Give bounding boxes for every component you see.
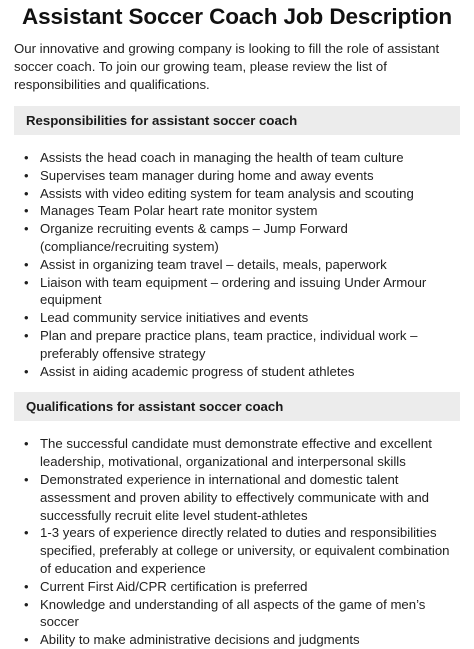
list-item bbox=[14, 256, 460, 274]
list-item-text: Demonstrated experience in international and domestic talent assessment and proven ability to effectively communicate with and successfully recruit elite level student-athletes bbox=[40, 471, 429, 523]
list-item-text: Current First Aid/CPR certification is preferred bbox=[40, 578, 308, 594]
list-item-text: Assists the head coach in managing the health of team culture bbox=[40, 150, 404, 165]
list-item-text: Plan and prepare practice plans, team practice, individual work – preferably offensive strategy bbox=[40, 327, 418, 361]
page-title: Assistant Soccer Coach Job Description bbox=[21, 4, 453, 29]
list-item-text: Liaison with team equipment – ordering and issuing Under Armour equipment bbox=[40, 274, 427, 308]
list-item bbox=[14, 220, 460, 256]
list-item-text: Ability to make administrative decisions and judgments bbox=[40, 632, 360, 648]
bullet-icon: • bbox=[24, 256, 29, 272]
bullet-icon: • bbox=[24, 327, 29, 343]
list-item bbox=[14, 524, 460, 577]
bullet-icon: • bbox=[24, 274, 29, 290]
list-item bbox=[14, 578, 460, 596]
list-item-text: Manages Team Polar heart rate monitor system bbox=[40, 203, 318, 219]
list-item-text: Assist in aiding academic progress of student athletes bbox=[40, 363, 355, 379]
list-item bbox=[14, 274, 460, 310]
bullet-icon: • bbox=[24, 363, 29, 379]
list-item-text: Assists with video editing system for team analysis and scouting bbox=[40, 185, 414, 201]
bullet-icon: • bbox=[24, 436, 29, 452]
list-item bbox=[14, 309, 460, 327]
bullet-icon: • bbox=[24, 203, 29, 219]
list-item-text: The successful candidate must demonstrate effective and excellent leadership, motivational, organizational and interpersonal skills bbox=[40, 436, 432, 470]
qualifications-heading: Qualifications for assistant soccer coach bbox=[14, 392, 460, 421]
list-item bbox=[14, 202, 460, 220]
bullet-icon: • bbox=[24, 150, 29, 165]
bullet-icon: • bbox=[24, 471, 29, 487]
bullet-icon: • bbox=[24, 578, 29, 594]
responsibilities-list bbox=[14, 149, 460, 380]
list-item bbox=[14, 631, 460, 649]
list-item bbox=[14, 327, 460, 363]
bullet-icon: • bbox=[24, 167, 29, 183]
list-item bbox=[14, 471, 460, 524]
list-item bbox=[14, 167, 460, 185]
bullet-icon: • bbox=[24, 221, 29, 237]
bullet-icon: • bbox=[24, 525, 29, 541]
list-item bbox=[14, 149, 460, 167]
list-item-text: 1-3 years of experience directly related to duties and responsibilities specified, preferably at college or university, or equivalent combination of education and experience bbox=[40, 525, 450, 576]
list-item-text: Organize recruiting events & camps – Jump Forward (compliance/recruiting system) bbox=[40, 221, 348, 254]
list-item-text: Supervises team manager during home and away events bbox=[40, 167, 374, 183]
bullet-icon: • bbox=[24, 596, 29, 612]
list-item-text: Knowledge and understanding of all aspects of the game of men’s soccer bbox=[40, 596, 426, 630]
list-item bbox=[14, 435, 460, 471]
qualifications-list bbox=[14, 435, 460, 649]
list-item-text: Assist in organizing team travel – details, meals, paperwork bbox=[40, 256, 387, 272]
list-item bbox=[14, 596, 460, 632]
list-item bbox=[14, 363, 460, 381]
list-item-text: Lead community service initiatives and events bbox=[40, 310, 309, 326]
list-item bbox=[14, 185, 460, 203]
intro-paragraph: Our innovative and growing company is looking to fill the role of assistant soccer coach. To join our growing team, please review the list of responsibilities and qualifications. bbox=[14, 41, 440, 92]
bullet-icon: • bbox=[24, 310, 29, 326]
bullet-icon: • bbox=[24, 185, 29, 201]
bullet-icon: • bbox=[24, 632, 29, 648]
responsibilities-heading: Responsibilities for assistant soccer coach bbox=[14, 106, 460, 135]
